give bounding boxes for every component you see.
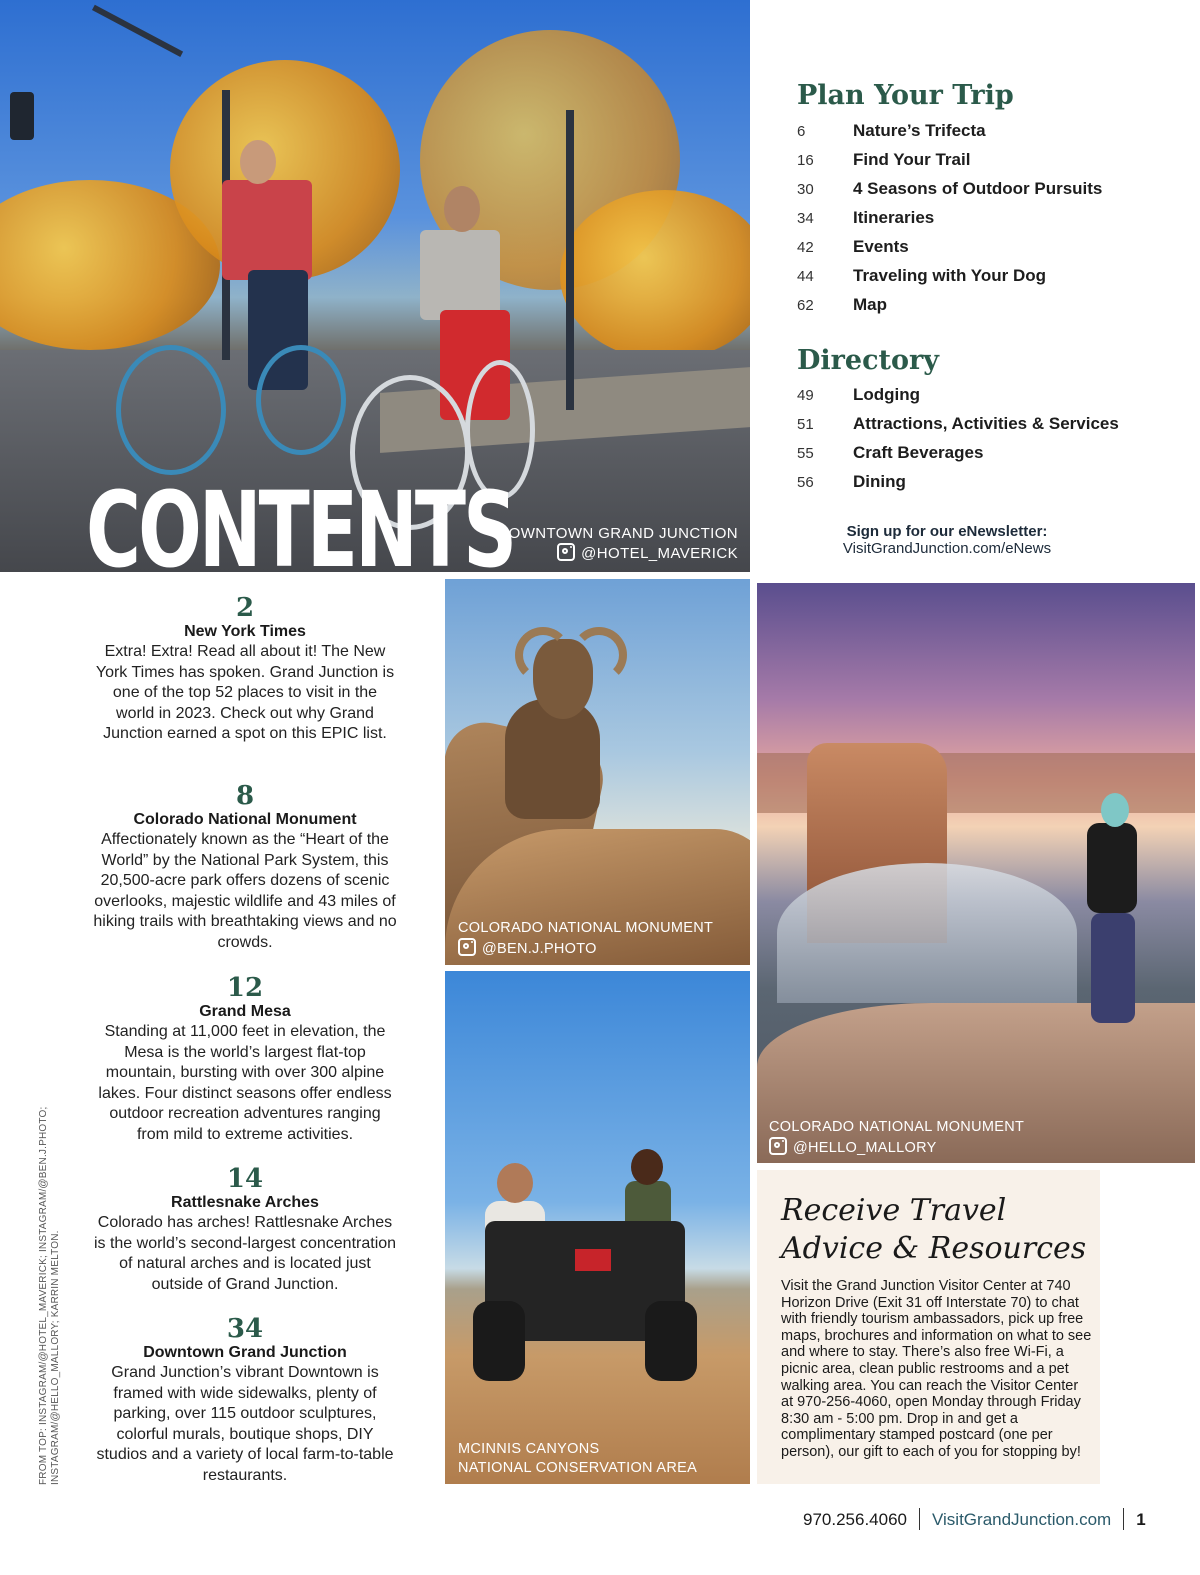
toc-page: 51 (797, 416, 814, 433)
ram-caption-location: COLORADO NATIONAL MONUMENT (458, 920, 714, 936)
feature-title: Colorado National Monument (133, 811, 357, 828)
feature-title: New York Times (184, 623, 306, 640)
feature-page: 34 (226, 1314, 264, 1344)
feature-page: 2 (235, 593, 255, 623)
toc-title: Traveling with Your Dog (853, 266, 1047, 285)
feature-description: Affectionately known as the “Heart of the World” by the National Park System, this 20,500-acre park offers dozens of scenic overlooks, majestic wildlife and 43 miles of hiking trails with breathtaking views and no crowds. (93, 831, 397, 951)
feature-description: Colorado has arches! Rattlesnake Arches is the world’s second-largest concentration of natural arches and is located just outside of Grand Junction. (93, 1214, 397, 1293)
canyon-caption-location: COLORADO NATIONAL MONUMENT (769, 1119, 1025, 1135)
toc-title: Lodging (853, 385, 921, 404)
toc-item[interactable] (797, 290, 887, 319)
toc-item[interactable] (797, 174, 1102, 203)
utv-photo (445, 971, 750, 1484)
hero-caption-handle: @HOTEL_MAVERICK (581, 545, 738, 562)
toc-page: 56 (797, 474, 814, 491)
hero-photo (0, 0, 750, 572)
hero-caption-credit (440, 543, 738, 563)
photo-credits (38, 1105, 62, 1485)
toc-item[interactable] (797, 438, 983, 467)
toc-page: 62 (797, 297, 814, 314)
toc-title: Attractions, Activities & Services (853, 414, 1119, 433)
visitor-center-box (757, 1170, 1100, 1484)
toc-title: Dining (853, 472, 906, 491)
newsletter-signup[interactable] (797, 523, 1097, 557)
canyon-caption (769, 1118, 1024, 1158)
toc-page: 6 (797, 123, 806, 140)
feature-title: Grand Mesa (199, 1003, 291, 1020)
contents-heading: CONTENTS (86, 469, 515, 572)
feature-item (92, 1315, 398, 1486)
credits-line: INSTAGRAM/@HELLO_MALLORY; KARRIN MELTON. (50, 1230, 61, 1485)
ram-caption-handle: @BEN.J.PHOTO (482, 941, 597, 957)
toc-item[interactable] (797, 467, 906, 496)
toc-item[interactable] (797, 409, 1119, 438)
plan-heading: Plan Your Trip (797, 80, 1014, 111)
toc-page: 55 (797, 445, 814, 462)
bighorn-sheep-photo (445, 579, 750, 965)
feature-description: Grand Junction’s vibrant Downtown is framed with wide sidewalks, plenty of parking, over 115 outdoor sculptures, colorful murals, boutique shops, DIY studios and a variety of local farm-to-table restaurants. (96, 1364, 394, 1484)
toc-item[interactable] (797, 145, 970, 174)
advice-title-line1: Receive Travel (781, 1193, 1007, 1228)
toc-item[interactable] (797, 116, 986, 145)
signup-url[interactable]: VisitGrandJunction.com/eNews (842, 540, 1052, 557)
utv-caption (458, 1440, 697, 1478)
toc-title: 4 Seasons of Outdoor Pursuits (853, 179, 1103, 198)
feature-page: 12 (226, 973, 264, 1003)
feature-page: 14 (226, 1164, 264, 1194)
feature-title: Rattlesnake Arches (171, 1194, 319, 1211)
advice-body: Visit the Grand Junction Visitor Center at 740 Horizon Drive (Exit 31 off Interstate 70) to chat with friendly tourism ambassadors, pick up free maps, brochures and information on what to see and where to stay. There’s also free Wi-Fi, a picnic area, clean public restrooms and a pet walking area. You can reach the Visitor Center at 970-256-4060, open Monday through Friday 8:30 am - 5:00 pm. Drop in and get a complimentary stamped postcard (one per person), our gift to each of you for stopping by! (781, 1278, 1092, 1460)
toc-item[interactable] (797, 261, 1046, 290)
toc-title: Craft Beverages (853, 443, 984, 462)
feature-description: Extra! Extra! Read all about it! The New York Times has spoken. Grand Junction is one of the top 52 places to visit in the world in 2023. Check out why Grand Junction earned a spot on this EPIC list. (95, 643, 395, 742)
feature-title: Downtown Grand Junction (143, 1344, 347, 1361)
toc-item[interactable] (797, 232, 909, 261)
advice-title (781, 1192, 1086, 1268)
feature-page: 8 (235, 781, 255, 811)
toc-page: 42 (797, 239, 814, 256)
toc-page: 34 (797, 210, 814, 227)
toc-title: Events (853, 237, 909, 256)
toc-page: 49 (797, 387, 814, 404)
feature-item (92, 1165, 398, 1295)
toc-page: 44 (797, 268, 814, 285)
instagram-icon (557, 543, 575, 561)
directory-heading: Directory (797, 345, 939, 376)
toc-title: Itineraries (853, 208, 935, 227)
page-number: 1 (1136, 1510, 1146, 1529)
utv-caption-line2: NATIONAL CONSERVATION AREA (458, 1460, 698, 1476)
canyon-hiker-photo (757, 583, 1195, 1163)
feature-description: Standing at 11,000 feet in elevation, the Mesa is the world’s largest flat-top mountain, bursting with over 300 alpine lakes. Four distinct seasons offer endless outdoor recreation adventures ranging from mild to extreme activities. (98, 1023, 392, 1143)
instagram-icon (769, 1137, 787, 1155)
ram-caption-credit (458, 938, 713, 959)
toc-page: 16 (797, 152, 814, 169)
hero-caption (440, 524, 738, 563)
canyon-caption-credit (769, 1137, 1024, 1158)
toc-page: 30 (797, 181, 814, 198)
instagram-icon (458, 938, 476, 956)
feature-item (92, 782, 398, 953)
footer-phone[interactable]: 970.256.4060 (803, 1510, 907, 1529)
toc-title: Find Your Trail (853, 150, 971, 169)
footer-url[interactable]: VisitGrandJunction.com (932, 1510, 1112, 1529)
canyon-caption-handle: @HELLO_MALLORY (793, 1140, 937, 1156)
signup-label: Sign up for our eNewsletter: (846, 523, 1048, 540)
page-footer (803, 1508, 1146, 1532)
toc-item[interactable] (797, 203, 934, 232)
hero-caption-location: DOWNTOWN GRAND JUNCTION (497, 525, 738, 542)
toc-title: Map (853, 295, 887, 314)
footer-divider (1123, 1508, 1124, 1530)
footer-divider (919, 1508, 920, 1530)
ram-caption (458, 919, 713, 959)
utv-caption-line1: MCINNIS CANYONS (458, 1441, 600, 1457)
toc-item[interactable] (797, 380, 920, 409)
feature-item (92, 974, 398, 1145)
credits-line: FROM TOP: INSTAGRAM/@HOTEL_MAVERICK; INSTAGRAM/@BEN.J.PHOTO; (38, 1106, 49, 1485)
toc-title: Nature’s Trifecta (853, 121, 986, 140)
feature-item (92, 594, 398, 745)
advice-title-line2: Advice & Resources (781, 1231, 1087, 1266)
